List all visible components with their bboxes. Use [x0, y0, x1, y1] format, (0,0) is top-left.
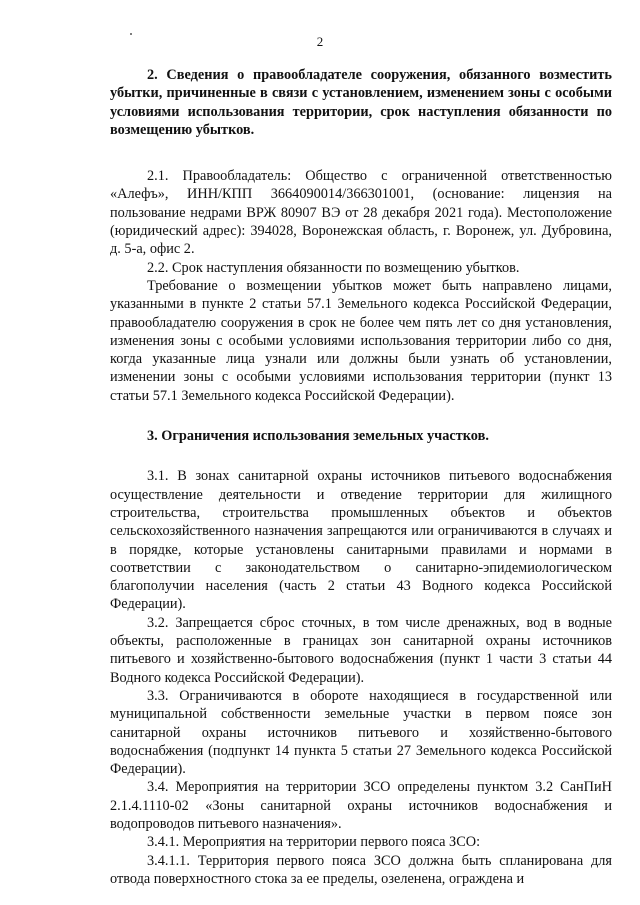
- document-body: [110, 66, 612, 888]
- paragraph-3-4: 3.4. Мероприятия на территории ЗСО определены пунктом 3.2 СанПиН 2.1.4.1110-02 «Зоны санитарной охраны источников водоснабжения и водопроводов питьевого назначения».: [110, 779, 612, 832]
- spacer: [110, 139, 612, 167]
- paragraph-3-4-1-1: 3.4.1.1. Территория первого пояса ЗСО должна быть спланирована для отвода поверхностного стока за ее пределы, озеленена, ограждена и: [110, 852, 612, 887]
- section-2-heading: 2. Сведения о правообладателе сооружения, обязанного возместить убытки, причиненные в связи с установлением, изменением зоны с особыми условиями использования территории, срок наступления обязанности по возмещению убытков.: [110, 67, 612, 138]
- paragraph-2-2: 2.2. Срок наступления обязанности по возмещению убытков.: [147, 259, 520, 276]
- paragraph-3-4-1: 3.4.1. Мероприятия на территории первого пояса ЗСО:: [147, 834, 481, 851]
- spacer: [110, 445, 612, 467]
- paragraph-3-1: 3.1. В зонах санитарной охраны источников питьевого водоснабжения осуществление деятельности и отведение территории для жилищного строительства, строительства промышленных объектов и объектов сельскохозяйственного назначения запрещаются или ограничиваются в случаях и в порядке, которые установлены санитарными правилами и нормами в соответствии с законодательством о санитарно-эпидемиологическом благополучии населения (часть 2 статьи 43 Водного кодекса Российской Федерации).: [110, 468, 612, 613]
- paragraph-2-2-text: Требование о возмещении убытков может быть направлено лицами, указанными в пункте 2 статьи 57.1 Земельного кодекса Российской Федерации, правообладателю сооружения в срок не более чем пять лет со дня установления, изменения зоны с особыми условиями использования территории либо со дня, когда указанные лица узнали или должны были узнать об установлении, изменении зоны с особыми условиями использования территории (пункт 13 статьи 57.1 Земельного кодекса Российской Федерации).: [110, 277, 612, 404]
- page-number: 2: [316, 34, 324, 49]
- section-3-heading: 3. Ограничения использования земельных участков.: [147, 428, 489, 445]
- paragraph-3-3: 3.3. Ограничиваются в обороте находящиеся в государственной или муниципальной собственности земельные участки в первом поясе зон санитарной охраны источников питьевого и хозяйственно-бытового водоснабжения (подпункт 14 пункта 5 статьи 27 Земельного кодекса Российской Федерации).: [110, 687, 612, 778]
- paragraph-3-2: 3.2. Запрещается сброс сточных, в том числе дренажных, вод в водные объекты, расположенные в границах зон санитарной охраны источников питьевого и хозяйственно-бытового водоснабжения (пункт 1 части 3 статьи 44 Водного кодекса Российской Федерации).: [110, 614, 612, 686]
- paragraph-2-1: 2.1. Правообладатель: Общество с ограниченной ответственностью «Алефъ», ИНН/КПП 3664090014/366301001, (основание: лицензия на пользование недрами ВРЖ 80907 ВЭ от 28 декабря 2021 года). Местоположение (юридический адрес): 394028, Воронежская область, г. Воронеж, ул. Дубровина, д. 5-а, офис 2.: [110, 168, 612, 258]
- spacer: [110, 405, 612, 427]
